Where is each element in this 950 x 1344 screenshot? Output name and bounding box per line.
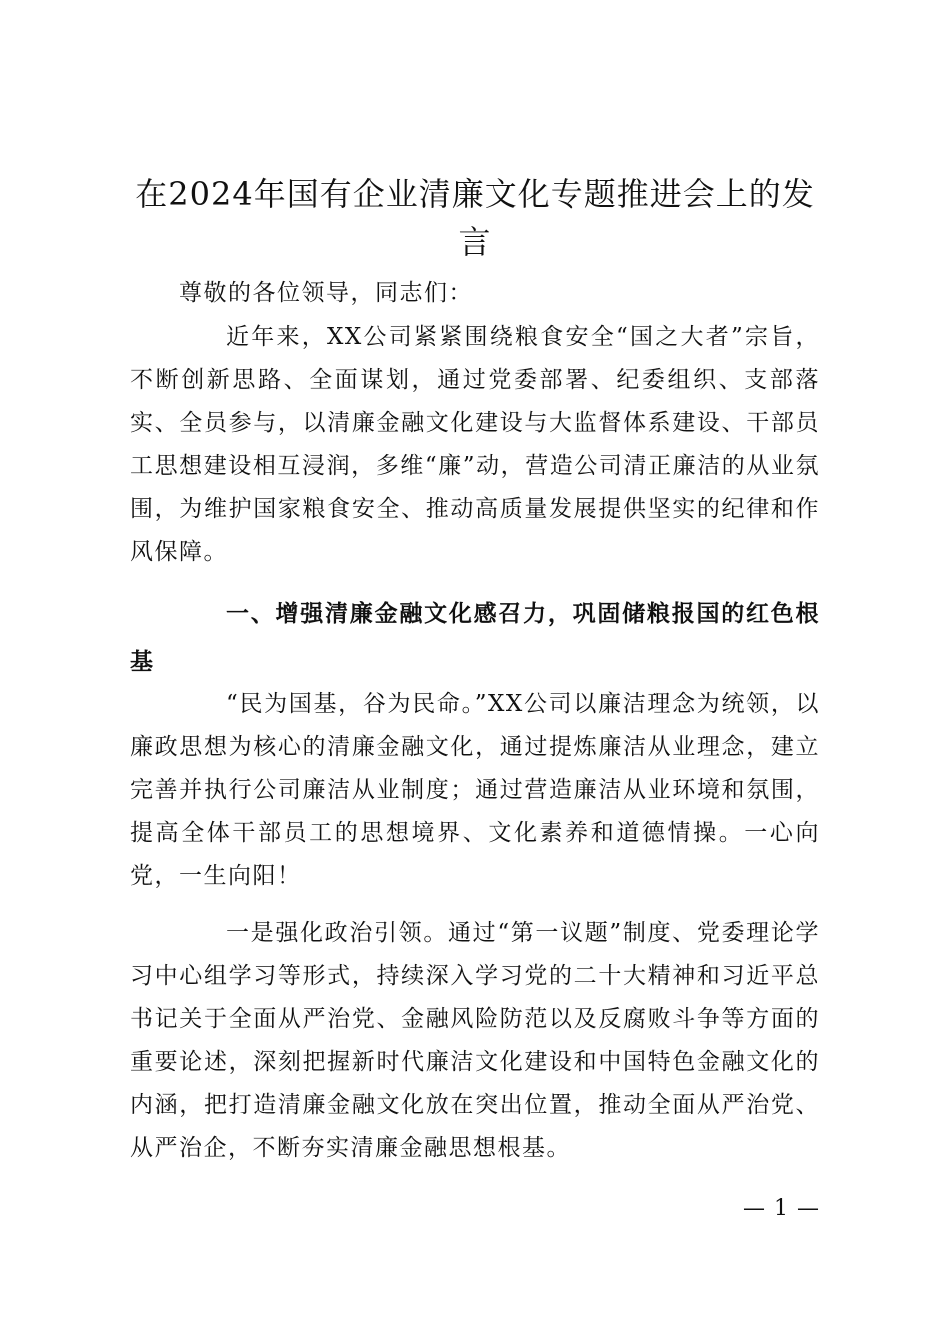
page-number: — 1 — xyxy=(743,1196,820,1221)
document-title: 在2024年国有企业清廉文化专题推进会上的发言 xyxy=(135,175,815,261)
paragraph-intro: 近年来，XX公司紧紧围绕粮食安全“国之大者”宗旨，不断创新思路、全面谋划，通过党委部署、纪委组织、支部落实、全员参与，以清廉金融文化建设与大监督体系建设、干部员工思想建设相互浸润，多维“廉”动，营造公司清正廉洁的从业氛围，为维护国家粮食安全、推动高质量发展提供坚实的纪律和作风保障。 xyxy=(130,324,820,565)
paragraph-political-guidance: 一是强化政治引领。通过“第一议题”制度、党委理论学习中心组学习等形式，持续深入学习党的二十大精神和习近平总书记关于全面从严治党、金融风险防范以及反腐败斗争等方面的重要论述，深刻把握新时代廉洁文化建设和中国特色金融文化的内涵，把打造清廉金融文化放在突出位置，推动全面从严治党、从严治企，不断夯实清廉金融思想根基。 xyxy=(130,920,820,1161)
greeting: 尊敬的各位领导，同志们： xyxy=(179,280,473,306)
section-heading-1: 一、增强清廉金融文化感召力，巩固储粮报国的红色根基 xyxy=(130,601,820,675)
paragraph-section-1: “民为国基，谷为民命。”XX公司以廉洁理念为统领，以廉政思想为核心的清廉金融文化，通过提炼廉洁从业理念，建立完善并执行公司廉洁从业制度；通过营造廉洁从业环境和氛围，提高全体干部员工的思想境界、文化素养和道德情操。一心向党，一生向阳！ xyxy=(130,691,820,889)
